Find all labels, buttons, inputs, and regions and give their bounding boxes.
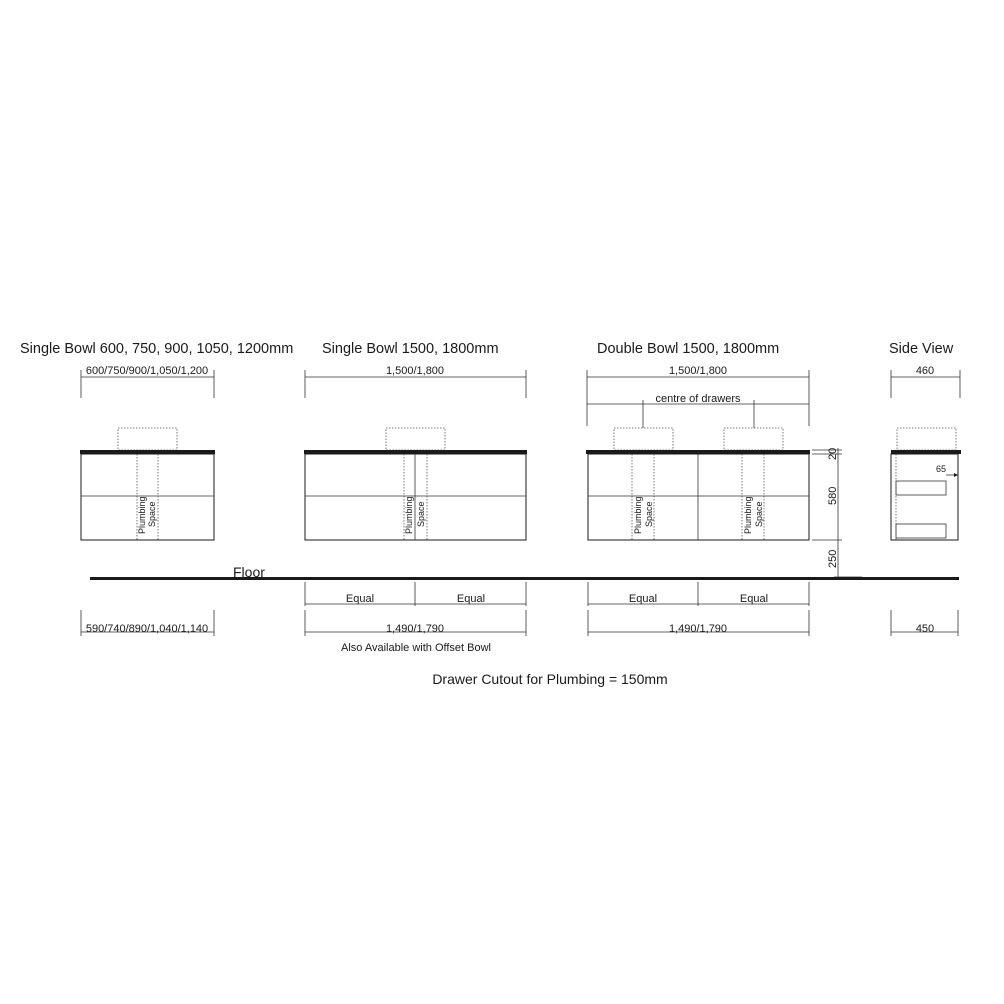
dim-double-top: 1,500/1,800	[668, 365, 728, 377]
unit-side-view	[891, 365, 961, 636]
plumbing-label-space: Space	[644, 501, 654, 527]
floor-line	[90, 577, 959, 580]
dim-single-large-top: 1,500/1,800	[385, 365, 445, 377]
dim-height-top: 20	[827, 447, 839, 460]
dim-single-small-bottom: 590/740/890/1,040/1,140	[85, 623, 209, 635]
cabinet-side	[891, 454, 958, 540]
plumbing-label-space: Space	[754, 501, 764, 527]
offset-bowl-note: Also Available with Offset Bowl	[340, 642, 492, 654]
plumbing-label-space: Space	[416, 501, 426, 527]
title-side-view: Side View	[889, 341, 954, 357]
drawer-cutout-upper	[896, 481, 946, 495]
bowl	[386, 428, 445, 450]
dim-single-small-top: 600/750/900/1,050/1,200	[85, 365, 209, 377]
dim-centre-of-drawers: centre of drawers	[655, 393, 741, 405]
dim-side-top: 460	[915, 365, 935, 377]
title-double-bowl: Double Bowl 1500, 1800mm	[597, 341, 780, 357]
dim-equal-right: Equal	[739, 593, 769, 605]
plumbing-label-space: Space	[147, 501, 157, 527]
dim-side-inset: 65	[936, 464, 947, 474]
title-single-bowl-small: Single Bowl 600, 750, 900, 1050, 1200mm	[20, 341, 294, 357]
height-dimensions	[812, 448, 862, 578]
unit-single-bowl-small	[80, 365, 215, 636]
unit-single-bowl-large	[304, 365, 527, 654]
bowl-left	[614, 428, 673, 450]
drawer-cutout-lower	[896, 524, 946, 538]
floor-label: Floor	[233, 564, 265, 580]
arrow-head	[954, 473, 958, 477]
unit-double-bowl	[586, 365, 810, 636]
dim-equal-left: Equal	[628, 593, 658, 605]
countertop	[80, 450, 215, 454]
cabinet	[588, 454, 809, 540]
bowl-right	[724, 428, 783, 450]
bowl	[897, 428, 956, 450]
countertop	[891, 450, 961, 454]
dim-double-bottom: 1,490/1,790	[668, 623, 728, 635]
dim-height-cabinet: 580	[827, 486, 839, 505]
bowl	[118, 428, 177, 450]
plumbing-label: Plumbing	[137, 496, 147, 534]
title-single-bowl-large: Single Bowl 1500, 1800mm	[322, 341, 499, 357]
plumbing-label: Plumbing	[743, 496, 753, 534]
plumbing-label: Plumbing	[633, 496, 643, 534]
countertop	[586, 450, 810, 454]
dim-side-bottom: 450	[915, 623, 935, 635]
dim-equal-left: Equal	[345, 593, 375, 605]
plumbing-label: Plumbing	[404, 496, 414, 534]
footer-note: Drawer Cutout for Plumbing = 150mm	[432, 671, 668, 687]
dim-equal-right: Equal	[456, 593, 486, 605]
dim-height-floor: 250	[827, 549, 839, 568]
countertop	[304, 450, 527, 454]
dim-single-large-bottom: 1,490/1,790	[385, 623, 445, 635]
